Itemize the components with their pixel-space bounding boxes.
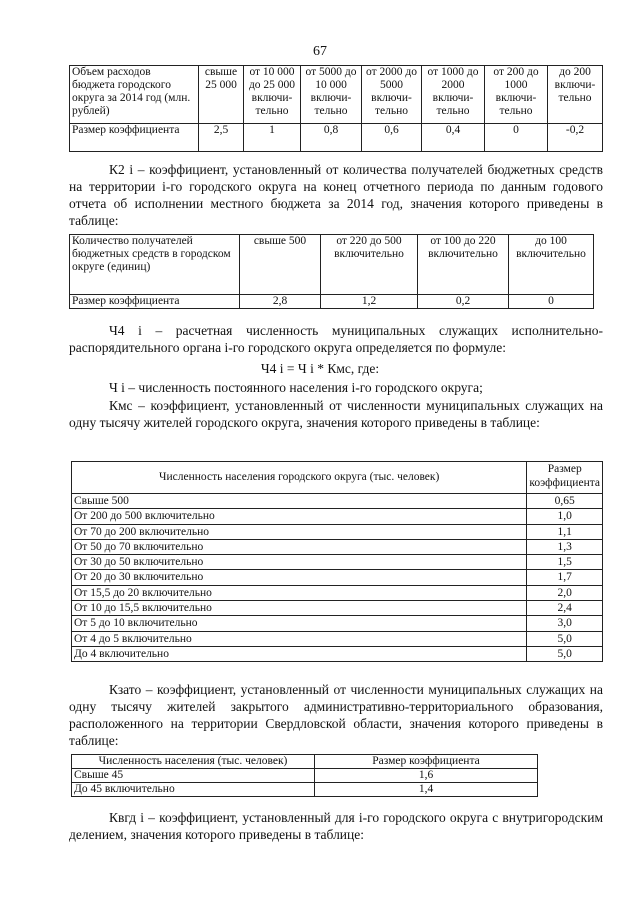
population-coefficient-table — [71, 461, 603, 662]
expenditure-coefficient-table — [69, 65, 603, 152]
table-cell: 5,0 — [527, 631, 603, 646]
paragraph-chi: Ч i – численность постоянного населения i-го городского округа; — [109, 380, 483, 395]
table-row — [72, 769, 538, 783]
table-row — [72, 631, 603, 646]
table-cell: 1,0 — [527, 509, 603, 524]
table-cell: Свыше 500 — [72, 494, 527, 509]
table-cell: Количество получателей бюджетных средств в городском округе (единиц) — [70, 235, 240, 295]
table-cell: 1,6 — [315, 769, 538, 783]
table-header-cell: Численность населения городского округа (тыс. человек) — [72, 462, 527, 494]
table-cell: От 30 до 50 включительно — [72, 555, 527, 570]
table-cell: От 50 до 70 включительно — [72, 539, 527, 554]
table-cell: 1,7 — [527, 570, 603, 585]
page-number: 67 — [313, 44, 327, 59]
table-cell: Размер коэффициента — [70, 295, 240, 309]
table-cell: От 20 до 30 включительно — [72, 570, 527, 585]
table-cell: от 5000 до 10 000 включи-тельно — [301, 66, 362, 124]
table-row — [72, 646, 603, 661]
table-row — [72, 601, 603, 616]
table-header-cell: Размер коэффициента — [315, 755, 538, 769]
table-cell: от 100 до 220 включительно — [418, 235, 509, 295]
table-cell: От 5 до 10 включительно — [72, 616, 527, 631]
table-cell: 2,5 — [199, 124, 244, 152]
table-cell: 1,3 — [527, 539, 603, 554]
formula: Ч4 i = Ч i * Кмс, где: — [260, 361, 380, 376]
paragraph-kvgd: Квгд i – коэффициент, установленный для i-го городского округа с внутригородским делением, значения которого приведены в таблице: — [69, 810, 603, 842]
table-cell: 1,5 — [527, 555, 603, 570]
table-row — [72, 570, 603, 585]
table-cell: 0,4 — [422, 124, 485, 152]
table-cell: 0,8 — [301, 124, 362, 152]
table-cell: 1,4 — [315, 783, 538, 797]
table-row — [72, 585, 603, 600]
table-cell: До 4 включительно — [72, 646, 527, 661]
table-row — [72, 783, 538, 797]
table-cell: до 200 включи-тельно — [548, 66, 603, 124]
table-row — [72, 539, 603, 554]
paragraph-kzato: Кзато – коэффициент, установленный от численности муниципальных служащих на одну тысячу жителей закрытого административно-территориального образования, расположенного на территории Свердловской области, значения которого приведены в таблице: — [69, 682, 603, 748]
table-cell: свыше 500 — [240, 235, 321, 295]
table-cell: -0,2 — [548, 124, 603, 152]
table-row — [72, 494, 603, 509]
table-row — [70, 235, 594, 295]
table-cell: От 70 до 200 включительно — [72, 524, 527, 539]
table-cell: 5,0 — [527, 646, 603, 661]
table-cell: 2,0 — [527, 585, 603, 600]
table-header-cell: Размер коэффициента — [527, 462, 603, 494]
table-cell: от 220 до 500 включительно — [321, 235, 418, 295]
table-row — [70, 66, 603, 124]
table-cell: До 45 включительно — [72, 783, 315, 797]
table-cell: от 1000 до 2000 включи-тельно — [422, 66, 485, 124]
table-cell: от 10 000 до 25 000 включи-тельно — [244, 66, 301, 124]
table-cell: 2,8 — [240, 295, 321, 309]
table-cell: свыше 25 000 — [199, 66, 244, 124]
table-cell: до 100 включительно — [509, 235, 594, 295]
table-cell: 0 — [509, 295, 594, 309]
table-cell: 0,6 — [362, 124, 422, 152]
table-header-cell: Численность населения (тыс. человек) — [72, 755, 315, 769]
paragraph-k2: К2 i – коэффициент, установленный от количества получателей бюджетных средств на территории i-го городского округа на конец отчетного периода по данным годового отчета об исполнении местного бюджета за 2014 год, значения которого приведены в таблице: — [69, 162, 603, 228]
table-cell: 0 — [485, 124, 548, 152]
table-cell: От 15,5 до 20 включительно — [72, 585, 527, 600]
table-row — [72, 509, 603, 524]
zato-coefficient-table — [71, 754, 538, 797]
table-row — [72, 555, 603, 570]
table-row — [72, 524, 603, 539]
paragraph-kms: Кмс – коэффициент, установленный от численности муниципальных служащих на одну тысячу жителей городского округа, значения которого приведены в таблице: — [69, 398, 603, 430]
table-cell: Свыше 45 — [72, 769, 315, 783]
table-cell: От 4 до 5 включительно — [72, 631, 527, 646]
paragraph-ch4: Ч4 i – расчетная численность муниципальных служащих исполнительно-распорядительного органа i-го городского округа определяется по формуле: — [69, 323, 603, 355]
recipients-coefficient-table — [69, 234, 594, 309]
table-cell: 1,1 — [527, 524, 603, 539]
table-cell: Размер коэффициента — [70, 124, 199, 152]
table-cell: Объем расходов бюджета городского округа за 2014 год (млн. рублей) — [70, 66, 199, 124]
table-cell: 3,0 — [527, 616, 603, 631]
table-cell: От 10 до 15,5 включительно — [72, 601, 527, 616]
table-cell: 2,4 — [527, 601, 603, 616]
table-row — [72, 462, 603, 494]
table-cell: от 2000 до 5000 включи-тельно — [362, 66, 422, 124]
table-cell: от 200 до 1000 включи-тельно — [485, 66, 548, 124]
table-row — [72, 755, 538, 769]
table-row — [70, 295, 594, 309]
table-cell: От 200 до 500 включительно — [72, 509, 527, 524]
table-cell: 1,2 — [321, 295, 418, 309]
table-cell: 1 — [244, 124, 301, 152]
table-cell: 0,65 — [527, 494, 603, 509]
table-cell: 0,2 — [418, 295, 509, 309]
table-row — [72, 616, 603, 631]
table-row — [70, 124, 603, 152]
